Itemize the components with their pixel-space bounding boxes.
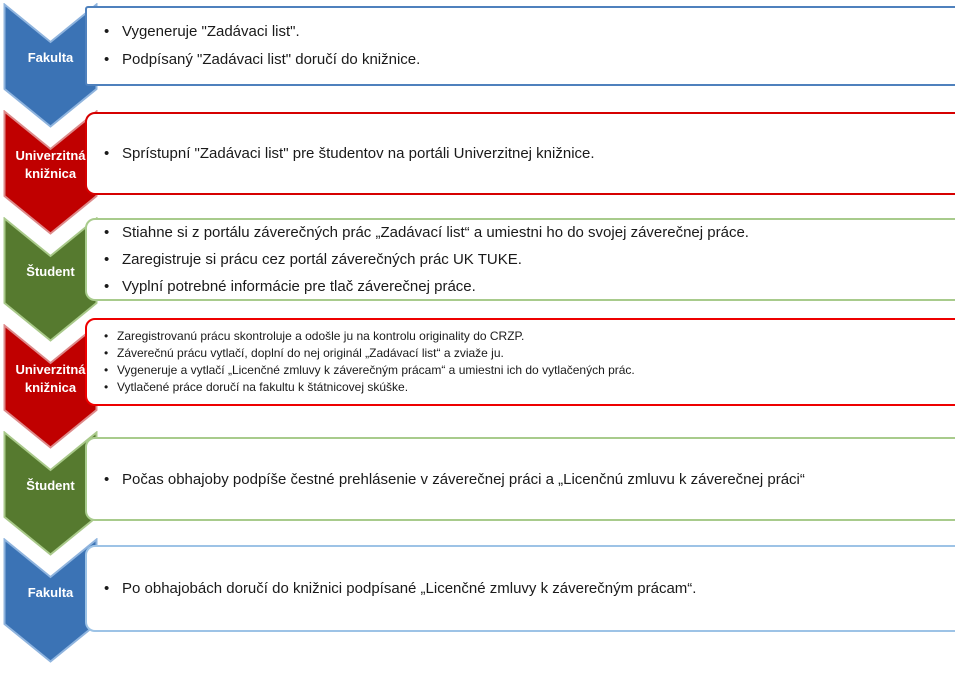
bullet-text: Záverečnú prácu vytlačí, doplní do nej originál „Zadávací list“ a zviaže ju.	[117, 346, 504, 360]
bullet-icon: •	[104, 23, 110, 40]
actor-label: Študent	[26, 264, 75, 279]
bullet-list	[103, 328, 955, 396]
bullet-item	[103, 328, 955, 345]
bullet-item	[103, 246, 955, 273]
bullet-list	[103, 140, 955, 168]
actor-label: Univerzitná knižnica	[15, 148, 86, 181]
step-box	[85, 112, 955, 195]
bullet-item	[103, 575, 955, 602]
bullet-list	[103, 18, 955, 74]
bullet-item	[103, 46, 955, 74]
bullet-item	[103, 466, 955, 493]
bullet-item	[103, 273, 955, 300]
bullet-item	[103, 362, 955, 379]
bullet-icon: •	[104, 329, 109, 343]
bullet-icon: •	[104, 380, 109, 394]
bullet-text: Stiahne si z portálu záverečných prác „Zadávací list“ a umiestni ho do svojej záverečnej práce.	[122, 224, 749, 241]
bullet-icon: •	[104, 363, 109, 377]
bullet-text: Zaregistruje si prácu cez portál záverečných prác UK TUKE.	[122, 251, 522, 268]
bullet-item	[103, 219, 955, 246]
actor-label: Fakulta	[27, 585, 74, 600]
bullet-text: Po obhajobách doručí do knižnici podpísané „Licenčné zmluvy k záverečným prácam“.	[122, 580, 697, 597]
bullet-icon: •	[104, 144, 110, 162]
bullet-item	[103, 140, 955, 168]
bullet-icon: •	[104, 580, 110, 597]
bullet-text: Vyplní potrebné informácie pre tlač záverečnej práce.	[122, 278, 476, 295]
bullet-list	[103, 466, 955, 493]
step-box	[85, 437, 955, 521]
step-box	[85, 318, 955, 406]
bullet-icon: •	[104, 51, 110, 68]
bullet-item	[103, 18, 955, 46]
bullet-list	[103, 219, 955, 300]
bullet-icon: •	[104, 470, 110, 488]
bullet-text: Počas obhajoby podpíše čestné prehlásenie v záverečnej práci a „Licenčnú zmluvu k záverečnej práci“	[122, 470, 805, 488]
bullet-text: Vytlačené práce doručí na fakultu k štátnicovej skúške.	[117, 380, 409, 394]
step-box	[85, 218, 955, 301]
bullet-item	[103, 345, 955, 362]
bullet-icon: •	[104, 278, 110, 295]
actor-label: Univerzitná knižnica	[15, 362, 86, 395]
bullet-list	[103, 575, 955, 602]
bullet-item	[103, 379, 955, 396]
bullet-icon: •	[104, 224, 110, 241]
step-box	[85, 545, 955, 632]
actor-label: Študent	[26, 478, 75, 493]
bullet-text: Sprístupní "Zadávaci list" pre študentov na portáli Univerzitnej knižnice.	[122, 144, 595, 162]
bullet-text: Zaregistrovanú prácu skontroluje a odošle ju na kontrolu originality do CRZP.	[117, 329, 525, 343]
actor-label: Fakulta	[27, 50, 74, 65]
bullet-icon: •	[104, 346, 109, 360]
bullet-text: Podpísaný "Zadávaci list" doručí do knižnice.	[122, 51, 421, 68]
bullet-text: Vygeneruje "Zadávaci list".	[122, 23, 300, 40]
step-box	[85, 6, 955, 86]
bullet-icon: •	[104, 251, 110, 268]
chevron-arrow-icon	[3, 538, 98, 663]
bullet-text: Vygeneruje a vytlačí „Licenčné zmluvy k záverečným prácam“ a umiestni ich do vytlačených prác.	[117, 363, 635, 377]
